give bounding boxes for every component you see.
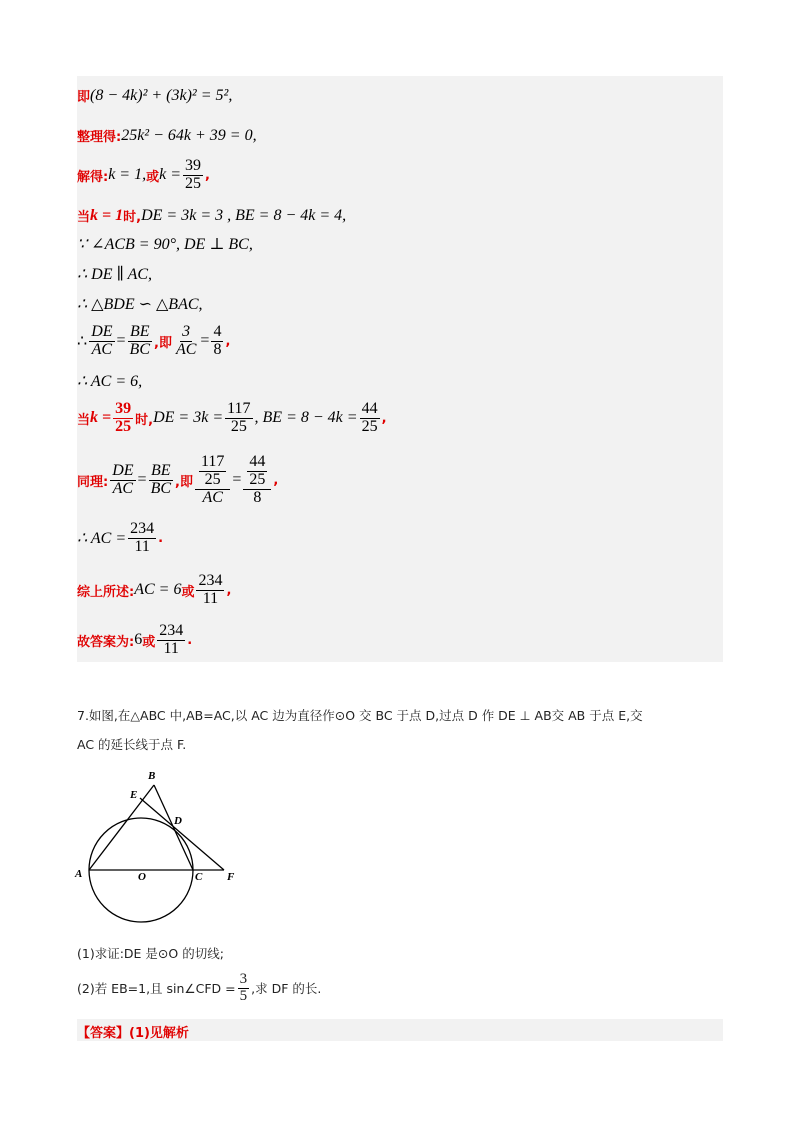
question-2-text: (2)若 EB=1,且 sin∠CFD = — [77, 981, 236, 997]
equation: DE = 3k = 3 , BE = 8 − 4k = 4, — [141, 206, 347, 224]
denominator: 25 — [249, 470, 266, 488]
denominator: 11 — [163, 639, 179, 657]
denominator: AC — [202, 488, 223, 506]
line-prefix: 当 — [77, 412, 91, 428]
denominator: AC — [91, 340, 113, 358]
compound-fraction — [195, 454, 230, 506]
numerator: 3 — [239, 971, 248, 987]
fraction — [110, 463, 135, 498]
fraction — [238, 972, 250, 1005]
equation: (8 − 4k)² + (3k)² = 5², — [90, 86, 233, 104]
question-1: (1)求证:DE 是⊙O 的切线; — [77, 946, 224, 961]
equation: ∵ ∠ACB = 90°, DE ⊥ BC, — [77, 236, 253, 253]
fraction — [89, 324, 114, 359]
label-a: A — [75, 868, 83, 880]
equation: AC = 6 — [134, 581, 182, 599]
denominator: 8 — [213, 340, 222, 358]
segment-ab — [89, 785, 154, 870]
numerator: 44 — [361, 400, 378, 417]
problem-7-line-1: 7.如图,在△ABC 中,AB=AC,以 AC 边为直径作⊙O 交 BC 于点 D,过点 D 作 DE ⊥ AB交 AB 于点 E,交 — [77, 708, 643, 723]
equation: ∴ △BDE ∽ △BAC, — [77, 296, 203, 313]
fraction — [157, 623, 185, 658]
solution-line-1 — [77, 86, 232, 105]
equation: k = 1, — [108, 166, 147, 184]
solution-line-5 — [77, 234, 253, 254]
answer-bar — [77, 1019, 723, 1041]
numerator: BE — [151, 461, 171, 479]
solution-line-2 — [77, 126, 257, 145]
fraction — [196, 573, 224, 608]
fraction — [225, 401, 252, 436]
label-e: E — [130, 789, 138, 801]
denominator: AC — [175, 340, 197, 358]
equation: k = — [159, 166, 182, 184]
compound-fraction — [243, 454, 271, 506]
solution-line-7 — [77, 294, 203, 314]
therefore-symbol: ∴ — [77, 333, 88, 351]
denominator: AC — [112, 479, 134, 497]
fraction — [174, 324, 198, 359]
numerator — [243, 454, 271, 490]
numerator: DE — [91, 323, 113, 340]
question-2 — [77, 972, 737, 1005]
solution-line-8: ∴ $\frac{DE}{AC}$ = $\frac{BE}{BC}$ ,即 $\frac{3}{AC}$ = $\frac{4}{8}$ , — [77, 323, 231, 358]
label-d: D — [174, 815, 182, 827]
label-f: F — [227, 871, 235, 883]
fraction — [360, 401, 380, 436]
fraction — [211, 324, 223, 359]
inner-fraction — [247, 454, 267, 489]
numerator: 234 — [198, 572, 223, 589]
segment-ef — [140, 798, 224, 870]
solution-line-3: 解得: k = 1, 或 k = $\frac{39}{25}$ , — [77, 157, 210, 192]
when-word: 时, — [135, 412, 154, 428]
line-prefix: 解得: — [77, 169, 109, 185]
numerator: 117 — [227, 400, 251, 417]
solution-line-9 — [77, 371, 142, 391]
solution-line-14: 故答案为: 6 或 $\frac{234}{11}$ . — [77, 622, 193, 657]
condition: k = 1 — [90, 206, 124, 224]
line-prefix: 当 — [77, 210, 91, 225]
label-c: C — [195, 871, 203, 883]
numerator: 3 — [182, 323, 191, 340]
solution-panel — [77, 76, 723, 662]
label-b: B — [148, 770, 156, 782]
question-2-text-end: ,求 DF 的长. — [251, 981, 322, 997]
when-word: 时, — [123, 210, 142, 225]
or-word: 或 — [181, 584, 195, 600]
line-prefix: 即 — [77, 90, 91, 105]
equation: ∴ AC = — [77, 530, 127, 548]
numerator: 39 — [185, 157, 202, 174]
geometry-figure — [70, 765, 250, 925]
fraction — [149, 463, 173, 498]
fraction — [183, 158, 203, 193]
equation: 25k² − 64k + 39 = 0, — [121, 126, 257, 144]
fraction — [113, 401, 133, 436]
equation: , BE = 8 − 4k = — [254, 409, 358, 427]
numerator: 234 — [159, 622, 184, 639]
solution-line-4 — [77, 206, 346, 225]
condition: k = — [90, 409, 112, 427]
numerator: BE — [130, 323, 150, 340]
fraction — [128, 521, 156, 556]
answer-label: 【答案】(1)见解析 — [77, 1026, 189, 1041]
denominator: 5 — [239, 987, 248, 1004]
numerator: 44 — [249, 453, 266, 470]
denominator: BC — [129, 340, 150, 358]
denominator: BC — [150, 479, 172, 497]
or-word: 或 — [146, 169, 160, 185]
equation: ∴ DE ∥ AC, — [77, 266, 153, 283]
solution-line-11: 同理: $\frac{DE}{AC}$ = $\frac{BE}{BC}$ ,即 $\frac{\frac{117}{25}}{AC}$ = $\frac{\frac{44}{25}}{8}$ , — [77, 453, 279, 506]
label-o: O — [138, 871, 146, 883]
solution-line-6 — [77, 264, 152, 284]
numerator: 4 — [213, 323, 222, 340]
solution-line-12: ∴ AC = $\frac{234}{11}$ . — [77, 520, 164, 555]
denominator: 25 — [230, 417, 247, 435]
denominator: 25 — [115, 417, 132, 435]
line-prefix: 整理得: — [77, 130, 122, 145]
numerator: 117 — [200, 453, 225, 470]
numerator — [195, 454, 230, 490]
solution-line-10: 当 k = $\frac{39}{25}$ 时, DE = 3k = $\frac{117}{25}$ , BE = 8 − 4k = $\frac{44}{25}$ , — [77, 400, 387, 435]
fraction — [128, 324, 152, 359]
or-word: 或 — [142, 634, 156, 650]
line-prefix: 同理: — [77, 474, 109, 490]
numerator: 39 — [115, 400, 132, 417]
equation: DE = 3k = — [153, 409, 224, 427]
equation: ∴ AC = 6, — [77, 373, 143, 390]
ji-word: ,即 — [175, 474, 193, 490]
numerator: DE — [112, 461, 134, 479]
denominator: 8 — [253, 488, 262, 506]
answer-value: 6 — [134, 631, 143, 649]
ji-word: ,即 — [154, 335, 172, 351]
numerator: 234 — [130, 520, 155, 537]
solution-line-13: 综上所述: AC = 6 或 $\frac{234}{11}$ , — [77, 572, 232, 607]
problem-7-line-2: AC 的延长线于点 F. — [77, 737, 187, 752]
inner-fraction — [199, 454, 226, 489]
denominator: 25 — [185, 174, 202, 192]
denominator: 11 — [202, 589, 219, 607]
line-prefix: 综上所述: — [77, 584, 135, 600]
denominator: 11 — [134, 537, 150, 555]
denominator: 25 — [204, 470, 221, 488]
denominator: 25 — [361, 417, 378, 435]
line-prefix: 故答案为: — [77, 634, 135, 650]
